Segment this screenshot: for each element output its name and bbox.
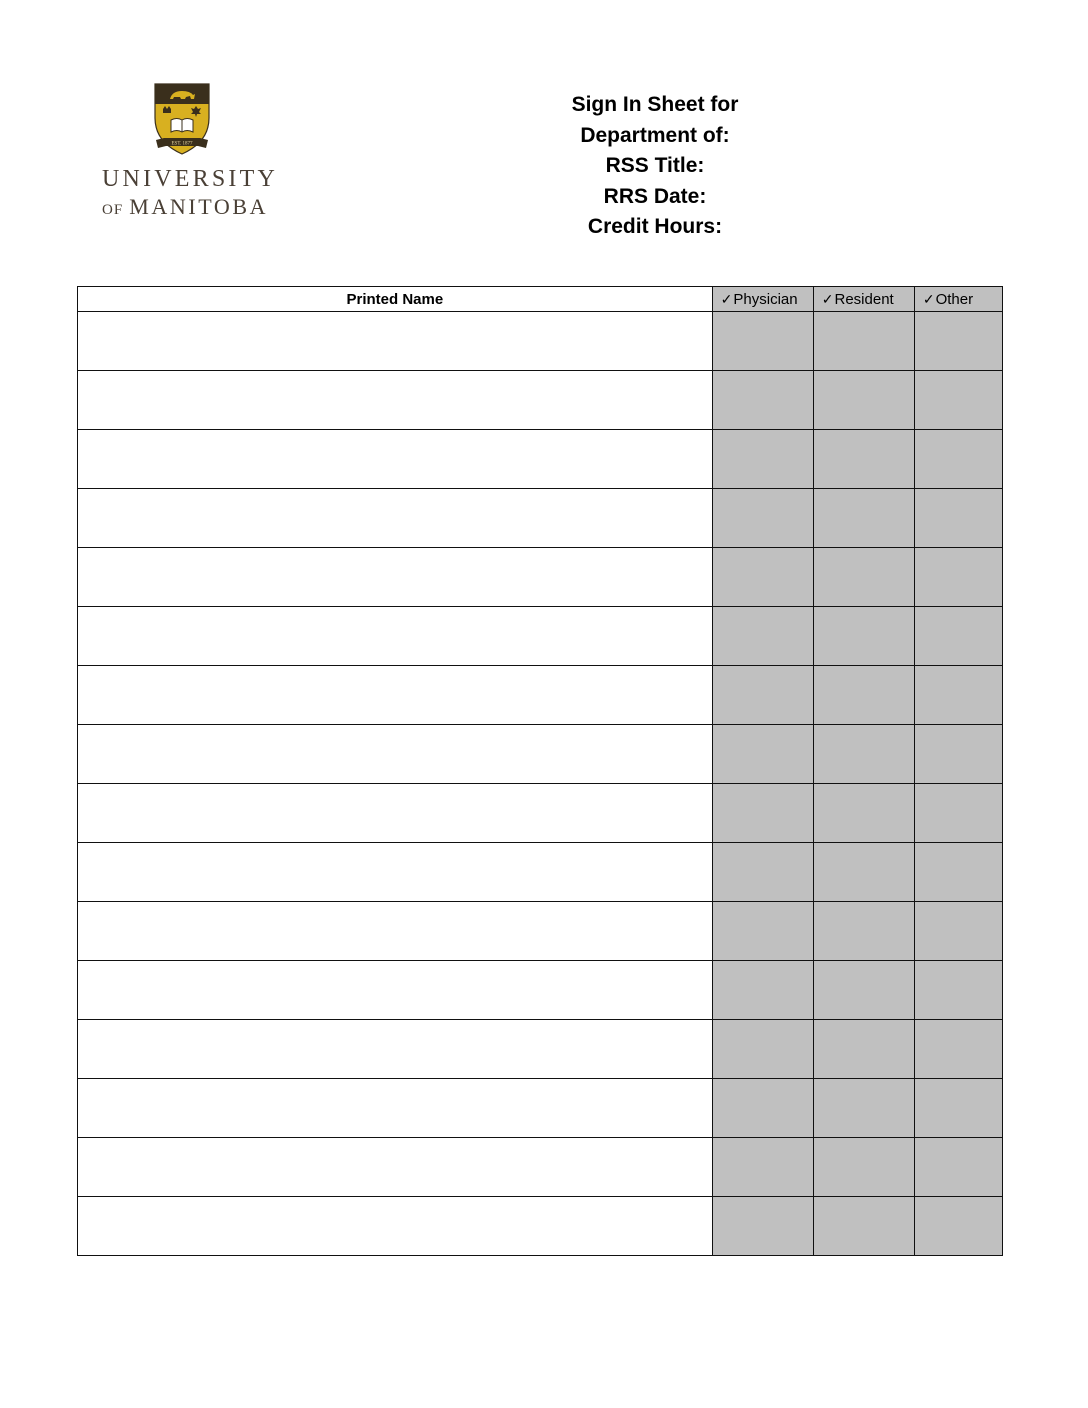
university-name-of: OF (102, 202, 124, 218)
other-checkbox-cell[interactable] (914, 843, 1002, 902)
table-row (78, 312, 1003, 371)
printed-name-cell[interactable] (78, 1138, 713, 1197)
table-row (78, 607, 1003, 666)
table-header-row (78, 287, 1003, 312)
other-checkbox-cell[interactable] (914, 1020, 1002, 1079)
physician-checkbox-cell[interactable] (712, 548, 813, 607)
printed-name-cell[interactable] (78, 1197, 713, 1256)
other-checkbox-cell[interactable] (914, 1138, 1002, 1197)
printed-name-cell[interactable] (78, 725, 713, 784)
other-checkbox-cell[interactable] (914, 312, 1002, 371)
resident-checkbox-cell[interactable] (813, 1079, 914, 1138)
table-row (78, 548, 1003, 607)
resident-checkbox-cell[interactable] (813, 961, 914, 1020)
check-icon: ✓ (821, 290, 834, 307)
other-checkbox-cell[interactable] (914, 784, 1002, 843)
resident-checkbox-cell[interactable] (813, 430, 914, 489)
column-header-printed-name: Printed Name (78, 287, 713, 312)
physician-checkbox-cell[interactable] (712, 489, 813, 548)
other-checkbox-cell[interactable] (914, 961, 1002, 1020)
resident-checkbox-cell[interactable] (813, 371, 914, 430)
column-header-other (914, 287, 1002, 312)
table-row (78, 1197, 1003, 1256)
physician-checkbox-cell[interactable] (712, 1079, 813, 1138)
physician-checkbox-cell[interactable] (712, 371, 813, 430)
university-crest-icon (152, 82, 212, 156)
table-row (78, 1020, 1003, 1079)
check-icon: ✓ (922, 290, 935, 307)
other-checkbox-cell[interactable] (914, 1197, 1002, 1256)
other-checkbox-cell[interactable] (914, 371, 1002, 430)
header-department-label: Department of: (580, 123, 730, 147)
other-checkbox-cell[interactable] (914, 902, 1002, 961)
other-checkbox-cell[interactable] (914, 430, 1002, 489)
physician-checkbox-cell[interactable] (712, 1138, 813, 1197)
printed-name-cell[interactable] (78, 666, 713, 725)
column-header-other-label: Other (935, 290, 974, 308)
physician-checkbox-cell[interactable] (712, 902, 813, 961)
header-title: Sign In Sheet for (571, 93, 739, 116)
resident-checkbox-cell[interactable] (813, 607, 914, 666)
university-name-line1: UNIVERSITY (102, 166, 278, 192)
other-checkbox-cell[interactable] (914, 489, 1002, 548)
printed-name-cell[interactable] (78, 902, 713, 961)
header-rrs-date-label: RRS Date: (603, 184, 707, 208)
printed-name-cell[interactable] (78, 1079, 713, 1138)
other-checkbox-cell[interactable] (914, 666, 1002, 725)
resident-checkbox-cell[interactable] (813, 1197, 914, 1256)
table-row (78, 430, 1003, 489)
resident-checkbox-cell[interactable] (813, 489, 914, 548)
column-header-physician (712, 287, 813, 312)
printed-name-cell[interactable] (78, 784, 713, 843)
column-header-physician-label: Physician (733, 290, 798, 308)
resident-checkbox-cell[interactable] (813, 548, 914, 607)
other-checkbox-cell[interactable] (914, 548, 1002, 607)
university-logo (100, 82, 278, 222)
header-credit-hours-label: Credit Hours: (587, 215, 723, 238)
table-row (78, 902, 1003, 961)
printed-name-cell[interactable] (78, 489, 713, 548)
table-row (78, 1138, 1003, 1197)
printed-name-cell[interactable] (78, 607, 713, 666)
resident-checkbox-cell[interactable] (813, 312, 914, 371)
physician-checkbox-cell[interactable] (712, 1020, 813, 1079)
resident-checkbox-cell[interactable] (813, 784, 914, 843)
sign-in-table (77, 286, 1003, 1256)
resident-checkbox-cell[interactable] (813, 666, 914, 725)
printed-name-cell[interactable] (78, 843, 713, 902)
resident-checkbox-cell[interactable] (813, 1138, 914, 1197)
table-row (78, 371, 1003, 430)
check-icon: ✓ (720, 290, 733, 307)
table-row (78, 1079, 1003, 1138)
table-row (78, 843, 1003, 902)
crest-motto: EST. 1877 (171, 141, 193, 147)
printed-name-cell[interactable] (78, 548, 713, 607)
physician-checkbox-cell[interactable] (712, 312, 813, 371)
physician-checkbox-cell[interactable] (712, 843, 813, 902)
resident-checkbox-cell[interactable] (813, 843, 914, 902)
physician-checkbox-cell[interactable] (712, 430, 813, 489)
printed-name-cell[interactable] (78, 961, 713, 1020)
resident-checkbox-cell[interactable] (813, 725, 914, 784)
printed-name-cell[interactable] (78, 312, 713, 371)
table-row (78, 961, 1003, 1020)
physician-checkbox-cell[interactable] (712, 666, 813, 725)
resident-checkbox-cell[interactable] (813, 902, 914, 961)
header-rss-title-label: RSS Title: (605, 154, 705, 177)
table-row (78, 725, 1003, 784)
physician-checkbox-cell[interactable] (712, 725, 813, 784)
column-header-resident-label: Resident (834, 290, 894, 308)
sheet-header (480, 90, 830, 243)
column-header-resident (813, 287, 914, 312)
printed-name-cell[interactable] (78, 430, 713, 489)
physician-checkbox-cell[interactable] (712, 607, 813, 666)
resident-checkbox-cell[interactable] (813, 1020, 914, 1079)
other-checkbox-cell[interactable] (914, 1079, 1002, 1138)
physician-checkbox-cell[interactable] (712, 961, 813, 1020)
other-checkbox-cell[interactable] (914, 607, 1002, 666)
printed-name-cell[interactable] (78, 371, 713, 430)
physician-checkbox-cell[interactable] (712, 1197, 813, 1256)
table-row (78, 784, 1003, 843)
table-row (78, 489, 1003, 548)
university-name-line2 (102, 194, 268, 220)
table-row (78, 666, 1003, 725)
other-checkbox-cell[interactable] (914, 725, 1002, 784)
physician-checkbox-cell[interactable] (712, 784, 813, 843)
university-name-manitoba: MANITOBA (129, 194, 269, 219)
printed-name-cell[interactable] (78, 1020, 713, 1079)
